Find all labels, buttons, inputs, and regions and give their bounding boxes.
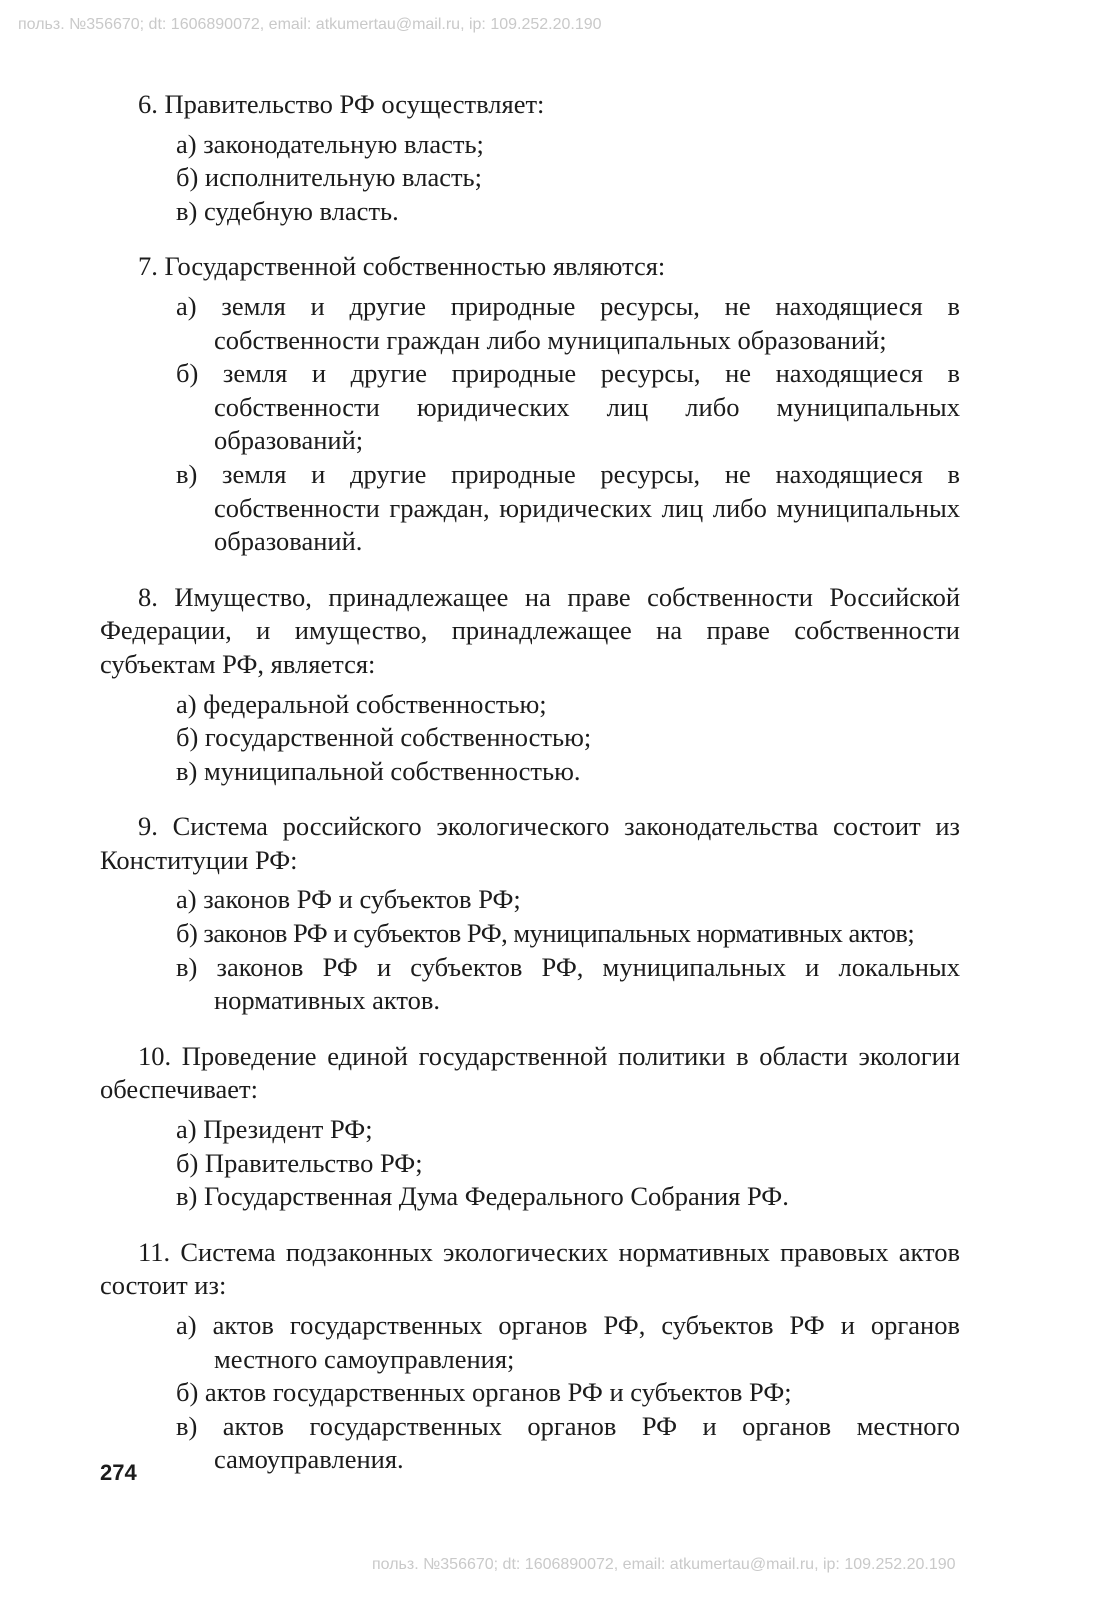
questions-list xyxy=(100,88,960,1499)
question-stem: 7. Государственной собственностью являются: xyxy=(138,251,666,282)
question-10 xyxy=(100,1040,960,1214)
answer-option: в) актов государственных органов РФ и органов местного самоуправления. xyxy=(176,1410,960,1475)
watermark-top: польз. №356670; dt: 1606890072, email: atkumertau@mail.ru, ip: 109.252.20.190 xyxy=(18,16,602,33)
page-number: 274 xyxy=(100,1460,137,1485)
answer-option: а) Президент РФ; xyxy=(176,1114,373,1145)
answer-option: б) Правительство РФ; xyxy=(176,1147,423,1178)
question-stem: 11. Система подзаконных экологических нормативных правовых актов состоит из: xyxy=(100,1236,960,1301)
answer-option: в) судебную власть. xyxy=(176,195,399,226)
answer-option: в) земля и другие природные ресурсы, не находящиеся в собственности граждан, юридических лиц либо муниципальных образований. xyxy=(176,458,960,557)
answer-option: а) федеральной собственностью; xyxy=(176,688,547,719)
question-8 xyxy=(100,581,960,789)
answer-option: а) законодательную власть; xyxy=(176,128,484,159)
answer-option: б) актов государственных органов РФ и субъектов РФ; xyxy=(176,1377,792,1408)
question-stem: 9. Система российского экологического законодательства состоит из Конституции РФ: xyxy=(100,811,960,875)
answer-option: а) законов РФ и субъектов РФ; xyxy=(176,884,521,915)
answer-option: в) законов РФ и субъектов РФ, муниципальных и локальных нормативных актов. xyxy=(176,951,960,1016)
answer-option: в) муниципальной собственностью. xyxy=(176,755,581,786)
answer-option: б) исполнительную власть; xyxy=(176,162,482,193)
answer-option: б) законов РФ и субъектов РФ, муниципальных нормативных актов; xyxy=(176,918,915,949)
answer-options xyxy=(100,688,960,789)
question-11 xyxy=(100,1236,960,1477)
answer-options xyxy=(100,128,960,229)
answer-option: в) Государственная Дума Федерального Собрания РФ. xyxy=(176,1181,789,1212)
question-stem: 6. Правительство РФ осуществляет: xyxy=(138,89,545,119)
answer-options xyxy=(100,290,960,559)
answer-option: б) земля и другие природные ресурсы, не находящиеся в собственности юридических лиц либо муниципальных образований; xyxy=(176,358,960,456)
answer-option: а) актов государственных органов РФ, субъектов РФ и органов местного самоуправления; xyxy=(176,1310,960,1374)
answer-option: а) земля и другие природные ресурсы, не находящиеся в собственности граждан либо муниципальных образований; xyxy=(176,290,960,355)
answer-options xyxy=(100,1309,960,1477)
watermark-bottom: польз. №356670; dt: 1606890072, email: atkumertau@mail.ru, ip: 109.252.20.190 xyxy=(372,1556,956,1573)
question-stem: 10. Проведение единой государственной политики в области экологии обеспечивает: xyxy=(100,1040,960,1105)
answer-options xyxy=(100,883,960,1017)
question-6 xyxy=(100,88,960,228)
question-7 xyxy=(100,250,960,558)
question-9 xyxy=(100,810,960,1018)
answer-options xyxy=(100,1113,960,1214)
answer-option: б) государственной собственностью; xyxy=(176,722,592,753)
question-stem: 8. Имущество, принадлежащее на праве собственности Российской Федерации, и имущество, принадлежащее на праве собственности субъектам РФ, является: xyxy=(100,581,960,679)
